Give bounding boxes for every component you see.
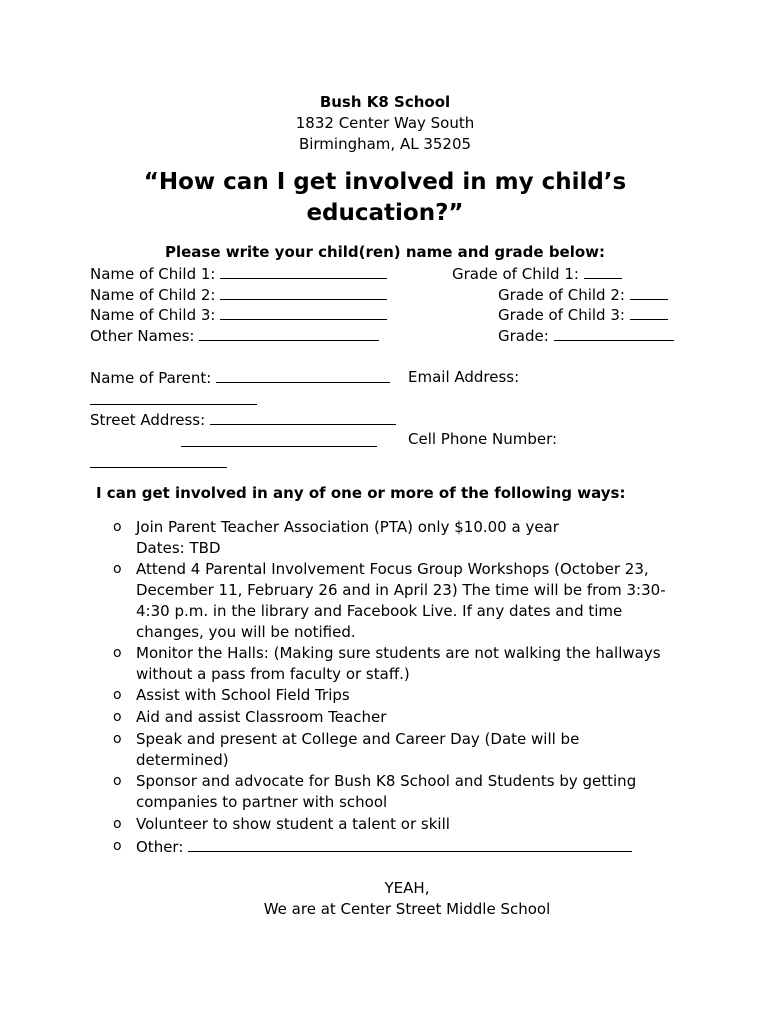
list-item-pta[interactable] [136,517,559,559]
child-1-row [90,263,387,285]
child-2-label: Name of Child 2: [90,286,216,304]
address-line-1: 1832 Center Way South [295,114,475,132]
grade-other-label: Grade: [498,327,549,345]
list-item-line: Speak and present at College and Career Day (Date will be [136,730,580,748]
grade-3-row [498,304,668,326]
bullet-icon: o [113,645,122,661]
list-item-workshops[interactable] [136,559,666,643]
bullet-icon: o [113,731,122,747]
email-field[interactable] [90,404,257,405]
phone-field[interactable] [90,467,227,468]
other-names-label: Other Names: [90,327,195,345]
list-item-line: Assist with School Field Trips [136,686,350,704]
bullet-icon: o [113,816,122,832]
list-item-line: Join Parent Teacher Association (PTA) only $10.00 a year [136,518,559,536]
ways-heading: I can get involved in any of one or more of the following ways: [96,484,626,502]
footer-line-2: We are at Center Street Middle School [263,900,551,918]
child-3-row [90,304,387,326]
grade-2-label: Grade of Child 2: [498,286,625,304]
list-item-other [136,836,632,858]
grade-1-label: Grade of Child 1: [452,265,579,283]
other-label: Other: [136,838,184,856]
grade-2-row [498,284,668,306]
child-2-field[interactable] [220,284,387,300]
list-item-volunteer[interactable] [136,814,450,835]
page-title-line-2: education?” [306,200,464,226]
grade-other-field[interactable] [554,325,674,341]
parent-field[interactable] [216,367,390,383]
bullet-icon: o [113,519,122,535]
child-1-field[interactable] [220,263,387,279]
list-item-line: Monitor the Halls: (Making sure students are not walking the hallways [136,644,661,662]
child-3-field[interactable] [220,304,387,320]
bullet-icon: o [113,838,122,854]
list-item-line: Dates: TBD [136,539,221,557]
other-names-field[interactable] [199,325,379,341]
grade-1-row [452,263,622,285]
bullet-icon: o [113,773,122,789]
parent-row [90,367,390,389]
list-item-field-trips[interactable] [136,685,350,706]
list-item-monitor-halls[interactable] [136,643,661,685]
list-item-line: changes, you will be notified. [136,623,356,641]
email-label: Email Address: [408,368,520,386]
grade-other-row [498,325,674,347]
page-title-line-1: “How can I get involved in my child’s [143,169,627,195]
child-3-label: Name of Child 3: [90,306,216,324]
grade-2-field[interactable] [630,284,668,300]
other-field[interactable] [188,836,632,852]
street-row [90,409,396,431]
street-field-line-2[interactable] [181,446,377,447]
form-instructions: Please write your child(ren) name and grade below: [164,243,606,261]
street-field[interactable] [210,409,396,425]
grade-3-field[interactable] [630,304,668,320]
footer-line-1: YEAH, [384,879,430,897]
other-names-row [90,325,379,347]
child-2-row [90,284,387,306]
list-item-line: Attend 4 Parental Involvement Focus Group Workshops (October 23, [136,560,649,578]
grade-3-label: Grade of Child 3: [498,306,625,324]
list-item-line: 4:30 p.m. in the library and Facebook Live. If any dates and time [136,602,623,620]
list-item-sponsor[interactable] [136,771,636,813]
child-1-label: Name of Child 1: [90,265,216,283]
bullet-icon: o [113,687,122,703]
grade-1-field[interactable] [584,263,622,279]
address-line-2: Birmingham, AL 35205 [298,135,472,153]
list-item-line: companies to partner with school [136,793,388,811]
bullet-icon: o [113,709,122,725]
list-item-career-day[interactable] [136,729,579,771]
bullet-icon: o [113,561,122,577]
phone-label: Cell Phone Number: [408,430,558,448]
list-item-line: Volunteer to show student a talent or skill [136,815,450,833]
list-item-line: Sponsor and advocate for Bush K8 School and Students by getting [136,772,637,790]
parent-label: Name of Parent: [90,369,212,387]
list-item-classroom-teacher[interactable] [136,707,386,728]
list-item-line: determined) [136,751,229,769]
street-label: Street Address: [90,411,206,429]
list-item-line: without a pass from faculty or staff.) [136,665,410,683]
list-item-line: December 11, February 26 and in April 23) The time will be from 3:30- [136,581,666,599]
school-name: Bush K8 School [319,93,451,111]
list-item-line: Aid and assist Classroom Teacher [136,708,387,726]
